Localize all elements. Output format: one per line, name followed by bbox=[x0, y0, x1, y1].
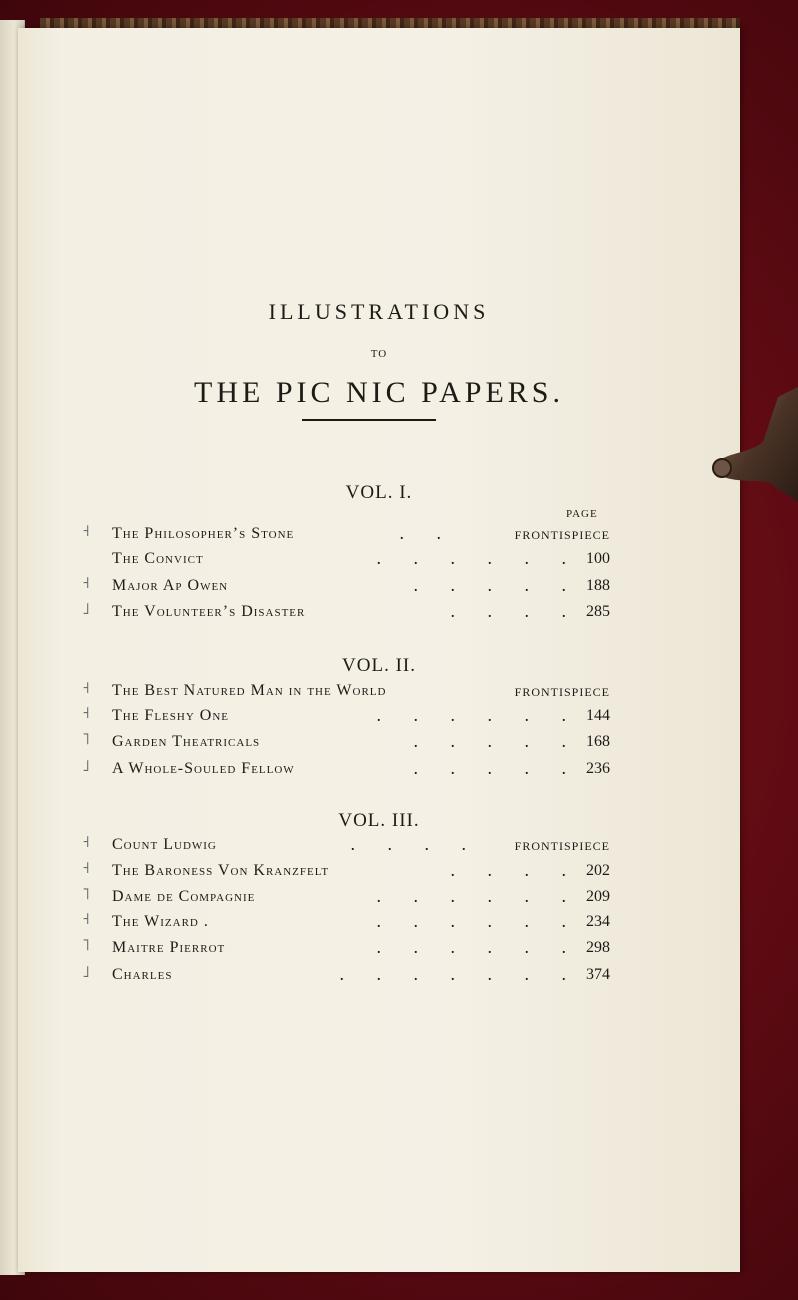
entry-page: 285 bbox=[586, 603, 610, 620]
entry-page: 202 bbox=[586, 862, 610, 879]
pencil-check-icon: ˥ bbox=[82, 935, 90, 954]
volume-heading: VOL. II. bbox=[342, 655, 416, 676]
entry-title: A Whole-Souled Fellow bbox=[112, 760, 295, 777]
list-item bbox=[82, 599, 610, 627]
leader-dots: . . . . . bbox=[413, 758, 580, 778]
entry-title: The Baroness Von Kranzfelt bbox=[112, 862, 330, 879]
leader-dots: . . . . . . bbox=[376, 548, 580, 568]
entry-page: FRONTISPIECE bbox=[514, 528, 610, 542]
entry-title: Garden Theatricals bbox=[112, 733, 261, 750]
leader-dots: . . . . . bbox=[413, 575, 580, 595]
list-item bbox=[82, 858, 610, 886]
pencil-check-icon: ˥ bbox=[82, 729, 90, 748]
heading-illustrations: ILLUSTRATIONS bbox=[268, 299, 490, 324]
page-column-label: PAGE bbox=[566, 508, 598, 520]
entry-page: 374 bbox=[586, 966, 610, 983]
volume-heading: VOL. I. bbox=[345, 482, 413, 503]
entry-page: 144 bbox=[586, 707, 610, 724]
pencil-check-icon: ˥ bbox=[82, 884, 90, 903]
entry-page: 100 bbox=[586, 550, 610, 567]
entry-title: The Wizard . bbox=[112, 913, 209, 930]
list-item bbox=[82, 909, 610, 937]
pencil-check-icon: ˧ bbox=[82, 703, 90, 722]
entry-title: Major Ap Owen bbox=[112, 577, 229, 594]
pencil-check-icon: ˧ bbox=[82, 521, 90, 540]
leader-dots: . . . . . . . bbox=[339, 964, 580, 984]
title-rule bbox=[302, 419, 436, 421]
leader-dots: . . . . . bbox=[413, 731, 580, 751]
book-page bbox=[18, 28, 740, 1272]
leader-dots: . . . . . . bbox=[376, 911, 580, 931]
entry-page: 209 bbox=[586, 888, 610, 905]
entry-title: The Fleshy One bbox=[112, 707, 229, 724]
list-item bbox=[82, 573, 610, 601]
list-item bbox=[82, 935, 610, 963]
entry-title: The Philosopher’s Stone bbox=[112, 525, 295, 542]
list-item bbox=[82, 521, 610, 549]
leader-dots: . . . . . . bbox=[376, 705, 580, 725]
list-item bbox=[82, 678, 610, 706]
entry-title: The Convict bbox=[112, 550, 204, 567]
list-item bbox=[100, 550, 610, 574]
entry-title: The Volunteer’s Disaster bbox=[112, 603, 306, 620]
pencil-check-icon: ˧ bbox=[82, 909, 90, 928]
entry-title: Maitre Pierrot bbox=[112, 939, 226, 956]
pencil-check-icon: ˧ bbox=[82, 573, 90, 592]
list-item bbox=[82, 884, 610, 912]
pencil-check-icon: ˩ bbox=[82, 756, 90, 775]
entry-page: 168 bbox=[586, 733, 610, 750]
pencil-check-icon: ˧ bbox=[82, 678, 90, 697]
entry-page: FRONTISPIECE bbox=[514, 685, 610, 699]
pencil-check-icon: ˩ bbox=[82, 599, 90, 618]
leader-dots: . . . . bbox=[450, 860, 580, 880]
heading-to: TO bbox=[370, 348, 388, 360]
entry-title: The Best Natured Man in the World bbox=[112, 682, 387, 699]
volume-heading: VOL. III. bbox=[338, 810, 420, 831]
list-item bbox=[82, 756, 610, 784]
pencil-check-icon: ˧ bbox=[82, 858, 90, 877]
list-item bbox=[82, 729, 610, 757]
pencil-check-icon: ˩ bbox=[82, 962, 90, 981]
entry-page: 298 bbox=[586, 939, 610, 956]
entry-title: Count Ludwig bbox=[112, 836, 217, 853]
leader-dots: . . . . . . bbox=[376, 886, 580, 906]
entry-title: Dame de Compagnie bbox=[112, 888, 256, 905]
entry-title: Charles bbox=[112, 966, 173, 983]
list-item bbox=[82, 703, 610, 731]
pencil-check-icon: ˧ bbox=[82, 832, 90, 851]
book-title: THE PIC NIC PAPERS. bbox=[194, 376, 564, 409]
list-item bbox=[82, 962, 610, 990]
entry-page: 188 bbox=[586, 577, 610, 594]
leader-dots: . . . . . . bbox=[376, 937, 580, 957]
list-item bbox=[82, 832, 610, 860]
metal-clasp-icon bbox=[708, 382, 798, 502]
leader-dots: . . . . bbox=[350, 834, 480, 854]
entry-page: 236 bbox=[586, 760, 610, 777]
leader-dots: . . . . bbox=[450, 601, 580, 621]
entry-page: 234 bbox=[586, 913, 610, 930]
leader-dots: . . bbox=[399, 523, 455, 543]
entry-page: FRONTISPIECE bbox=[514, 839, 610, 853]
